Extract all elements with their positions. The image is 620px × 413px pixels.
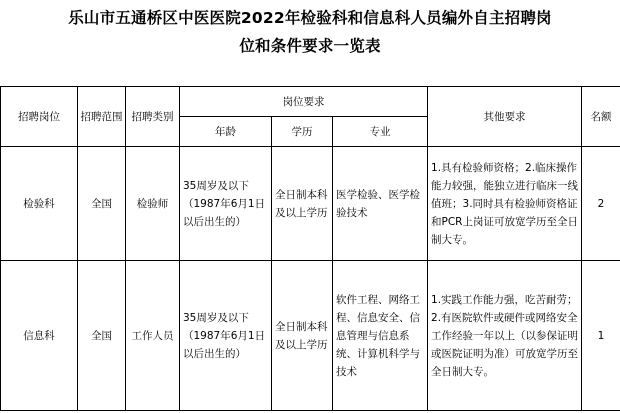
- row-age: 35周岁及以下（1987年6月1日以后出生的）: [180, 261, 272, 411]
- title-line-2: 位和条件要求一览表: [239, 37, 381, 55]
- row-other: 1.实践工作能力强，吃苦耐劳；2.有医院软件或硬件或网络安全工作经验一年以上（以参保证明或医院证明为准）可放宽学历至全日制大专。: [428, 261, 582, 411]
- row-quota: 2: [582, 147, 620, 261]
- header-category: 招聘类别: [126, 87, 180, 147]
- row-education: 全日制本科及以上学历: [272, 261, 333, 411]
- row-category: 工作人员: [126, 261, 180, 411]
- row-quota: 1: [582, 261, 620, 411]
- header-scope: 招聘范围: [78, 87, 126, 147]
- row-other: 1.具有检验师资格；2.临床操作能力较强，能独立进行临床一线值班；3.同时具有检验师资格证和PCR上岗证可放宽学历至全日制大专。: [428, 147, 582, 261]
- row-age: 35周岁及以下（1987年6月1日以后出生的）: [180, 147, 272, 261]
- page-title: [0, 4, 620, 60]
- header-requirements: 岗位要求: [180, 87, 428, 117]
- table-row: [1, 261, 620, 411]
- recruitment-table: [0, 86, 620, 411]
- row-major: 软件工程、网络工程、信息安全、信息管理与信息系统、计算机科学与技术: [333, 261, 428, 411]
- header-other: 其他要求: [428, 87, 582, 147]
- header-quota: 名额: [582, 87, 620, 147]
- row-scope: 全国: [78, 147, 126, 261]
- row-education: 全日制本科及以上学历: [272, 147, 333, 261]
- header-row-1: [1, 87, 620, 117]
- row-major: 医学检验、医学检验技术: [333, 147, 428, 261]
- title-line-1: 乐山市五通桥区中医医院2022年检验科和信息科人员编外自主招聘岗: [68, 9, 552, 27]
- row-position: 信息科: [1, 261, 78, 411]
- row-scope: 全国: [78, 261, 126, 411]
- header-major: 专业: [333, 117, 428, 147]
- row-position: 检验科: [1, 147, 78, 261]
- header-age: 年龄: [180, 117, 272, 147]
- row-category: 检验师: [126, 147, 180, 261]
- header-position: 招聘岗位: [1, 87, 78, 147]
- header-education: 学历: [272, 117, 333, 147]
- table-row: [1, 147, 620, 261]
